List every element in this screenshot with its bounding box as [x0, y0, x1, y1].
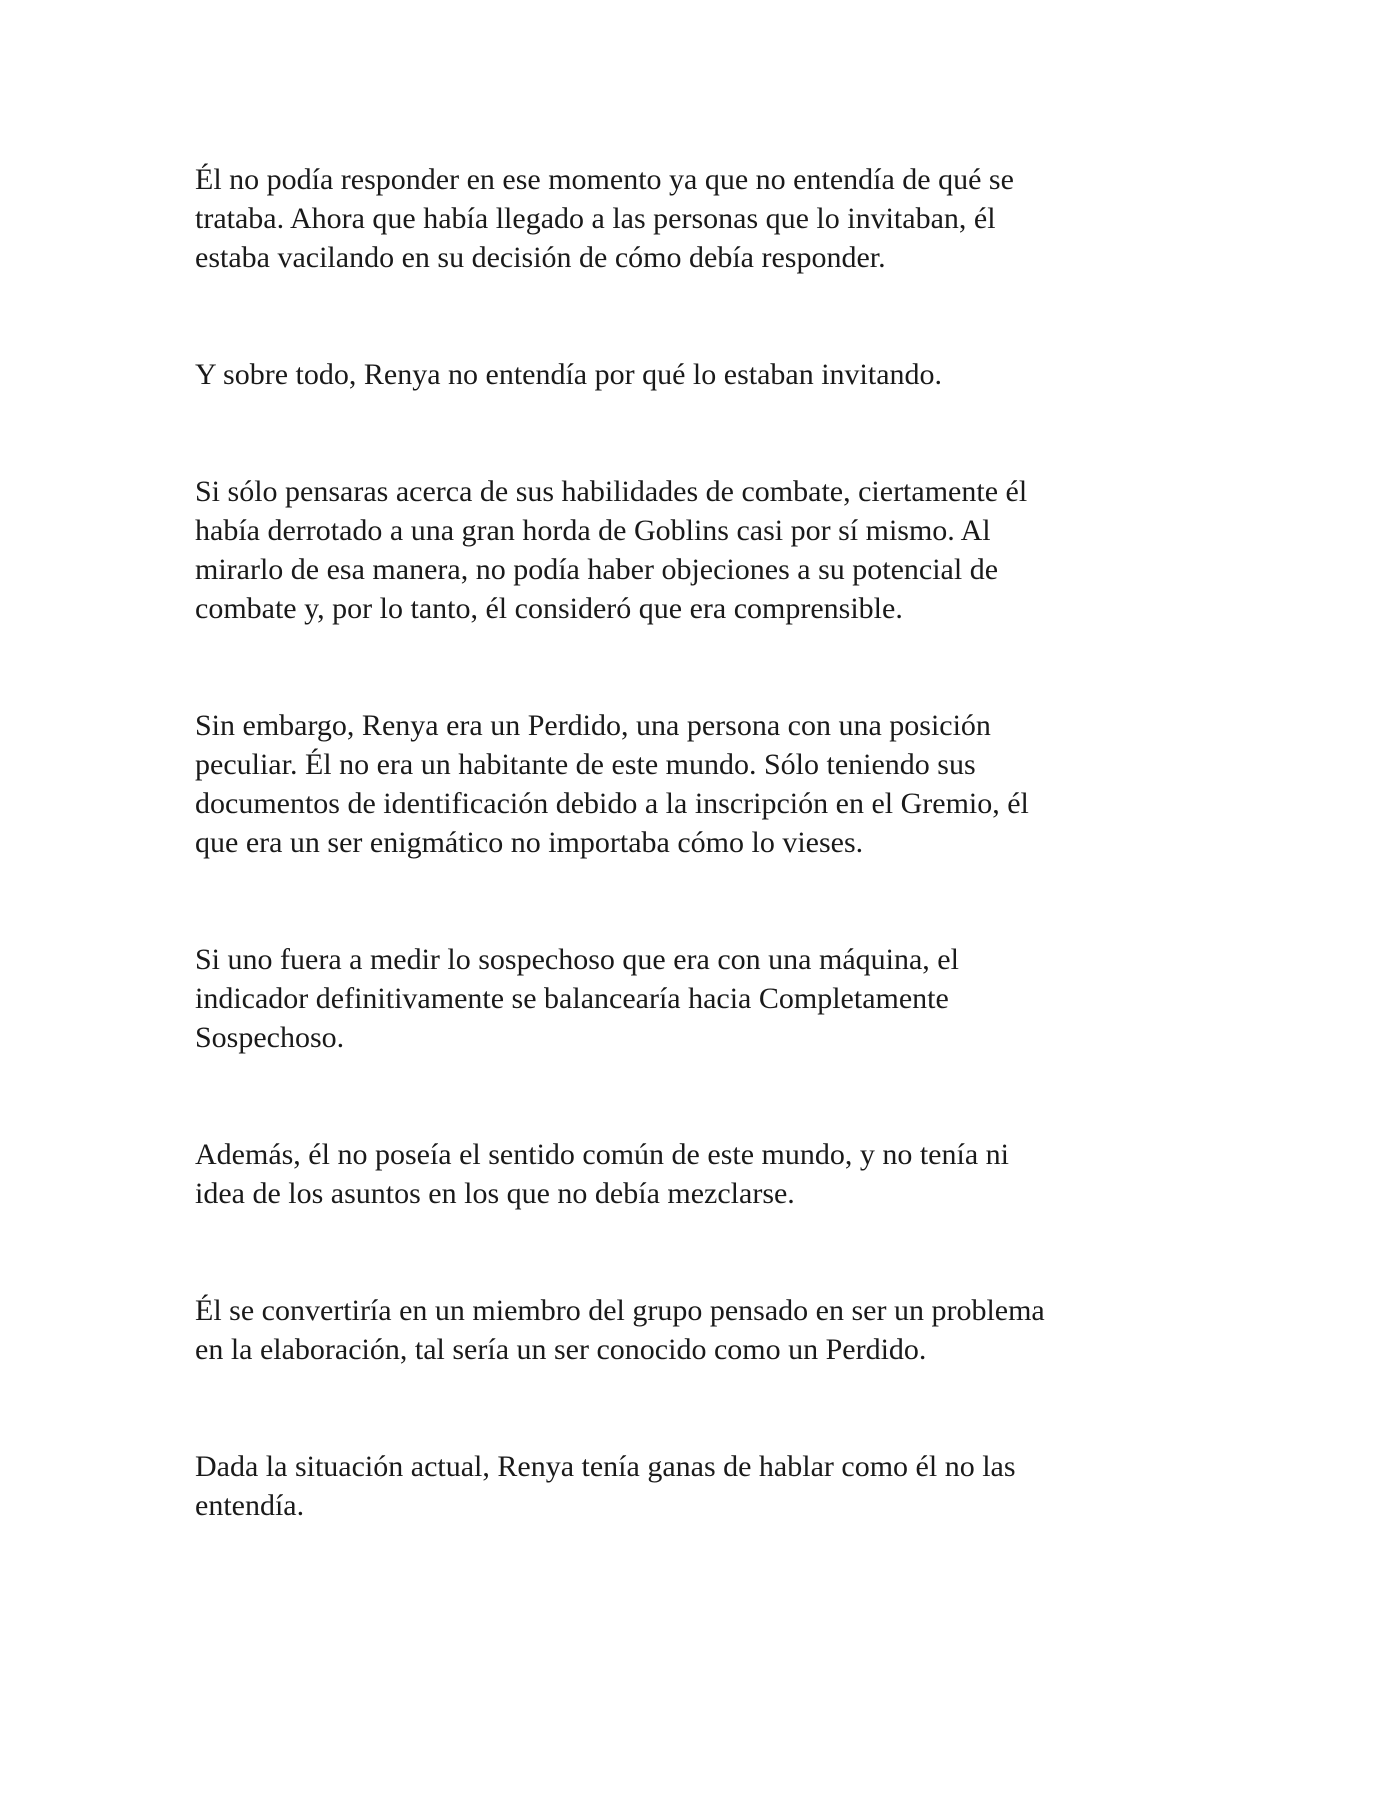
document-body [195, 160, 1215, 1603]
paragraph-3: Si sólo pensaras acerca de sus habilidades de combate, ciertamente él había derrotado a una gran horda de Goblins casi por sí mismo. Al mirarlo de esa manera, no podía haber objeciones a su potencial de combate y, por lo tanto, él consideró que era comprensible. [195, 475, 1028, 625]
paragraph-8: Dada la situación actual, Renya tenía ganas de hablar como él no las entendía. [195, 1450, 1016, 1522]
paragraph-7: Él se convertiría en un miembro del grupo pensado en ser un problema en la elaboración, tal sería un ser conocido como un Perdido. [195, 1294, 1045, 1366]
paragraph-6: Además, él no poseía el sentido común de este mundo, y no tenía ni idea de los asuntos en los que no debía mezclarse. [195, 1138, 1009, 1210]
paragraph-4: Sin embargo, Renya era un Perdido, una persona con una posición peculiar. Él no era un habitante de este mundo. Sólo teniendo sus documentos de identificación debido a la inscripción en el Gremio, él que era un ser enigmático no importaba cómo lo vieses. [195, 709, 1029, 859]
paragraph-2: Y sobre todo, Renya no entendía por qué lo estaban invitando. [195, 358, 943, 391]
paragraph-1: Él no podía responder en ese momento ya que no entendía de qué se trataba. Ahora que había llegado a las personas que lo invitaban, él estaba vacilando en su decisión de cómo debía responder. [195, 163, 1014, 274]
paragraph-5: Si uno fuera a medir lo sospechoso que era con una máquina, el indicador definitivamente se balancearía hacia Completamente Sospechoso. [195, 943, 959, 1054]
